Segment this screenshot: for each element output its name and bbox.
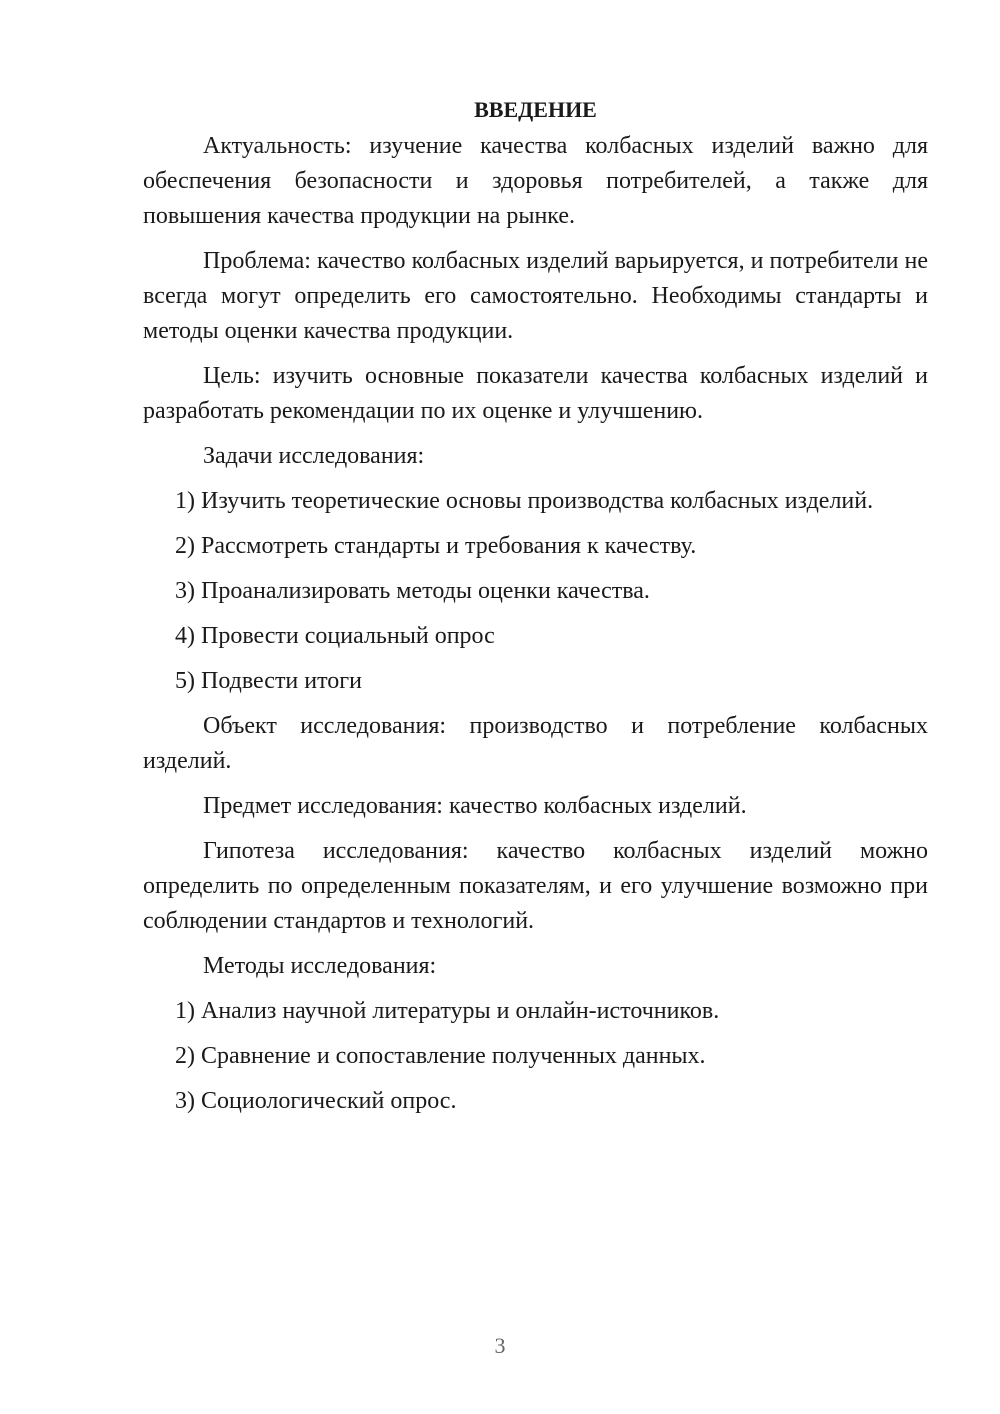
document-title: ВВЕДЕНИЕ xyxy=(474,97,597,122)
methods-heading: Методы исследования: xyxy=(203,953,437,979)
task-item: 3) Проанализировать методы оценки качества. xyxy=(175,578,650,604)
subject-paragraph: Предмет исследования: качество колбасных изделий. xyxy=(203,793,747,819)
method-item: 2) Сравнение и сопоставление полученных данных. xyxy=(175,1043,706,1069)
task-item: 2) Рассмотреть стандарты и требования к качеству. xyxy=(175,533,697,559)
method-item: 1) Анализ научной литературы и онлайн-источников. xyxy=(175,998,720,1024)
page-content xyxy=(143,92,928,1129)
task-item: 4) Провести социальный опрос xyxy=(175,623,495,649)
object-paragraph: Объект исследования: производство и потребление колбасных изделий. xyxy=(143,713,928,774)
tasks-heading: Задачи исследования: xyxy=(203,443,425,469)
task-item: 5) Подвести итоги xyxy=(175,668,362,694)
relevance-paragraph: Актуальность: изучение качества колбасных изделий важно для обеспечения безопасности и здоровья потребителей, а также для повышения качества продукции на рынке. xyxy=(143,133,928,229)
tasks-list xyxy=(143,484,928,699)
methods-list xyxy=(143,994,928,1119)
goal-paragraph: Цель: изучить основные показатели качества колбасных изделий и разработать рекомендации по их оценке и улучшению. xyxy=(143,363,928,424)
task-item: 1) Изучить теоретические основы производства колбасных изделий. xyxy=(175,488,874,514)
method-item: 3) Социологический опрос. xyxy=(175,1088,457,1114)
hypothesis-paragraph: Гипотеза исследования: качество колбасных изделий можно определить по определенным показателям, и его улучшение возможно при соблюдении стандартов и технологий. xyxy=(143,838,928,934)
problem-paragraph: Проблема: качество колбасных изделий варьируется, и потребители не всегда могут определить его самостоятельно. Необходимы стандарты и методы оценки качества продукции. xyxy=(143,248,928,344)
page-number: 3 xyxy=(494,1333,506,1358)
